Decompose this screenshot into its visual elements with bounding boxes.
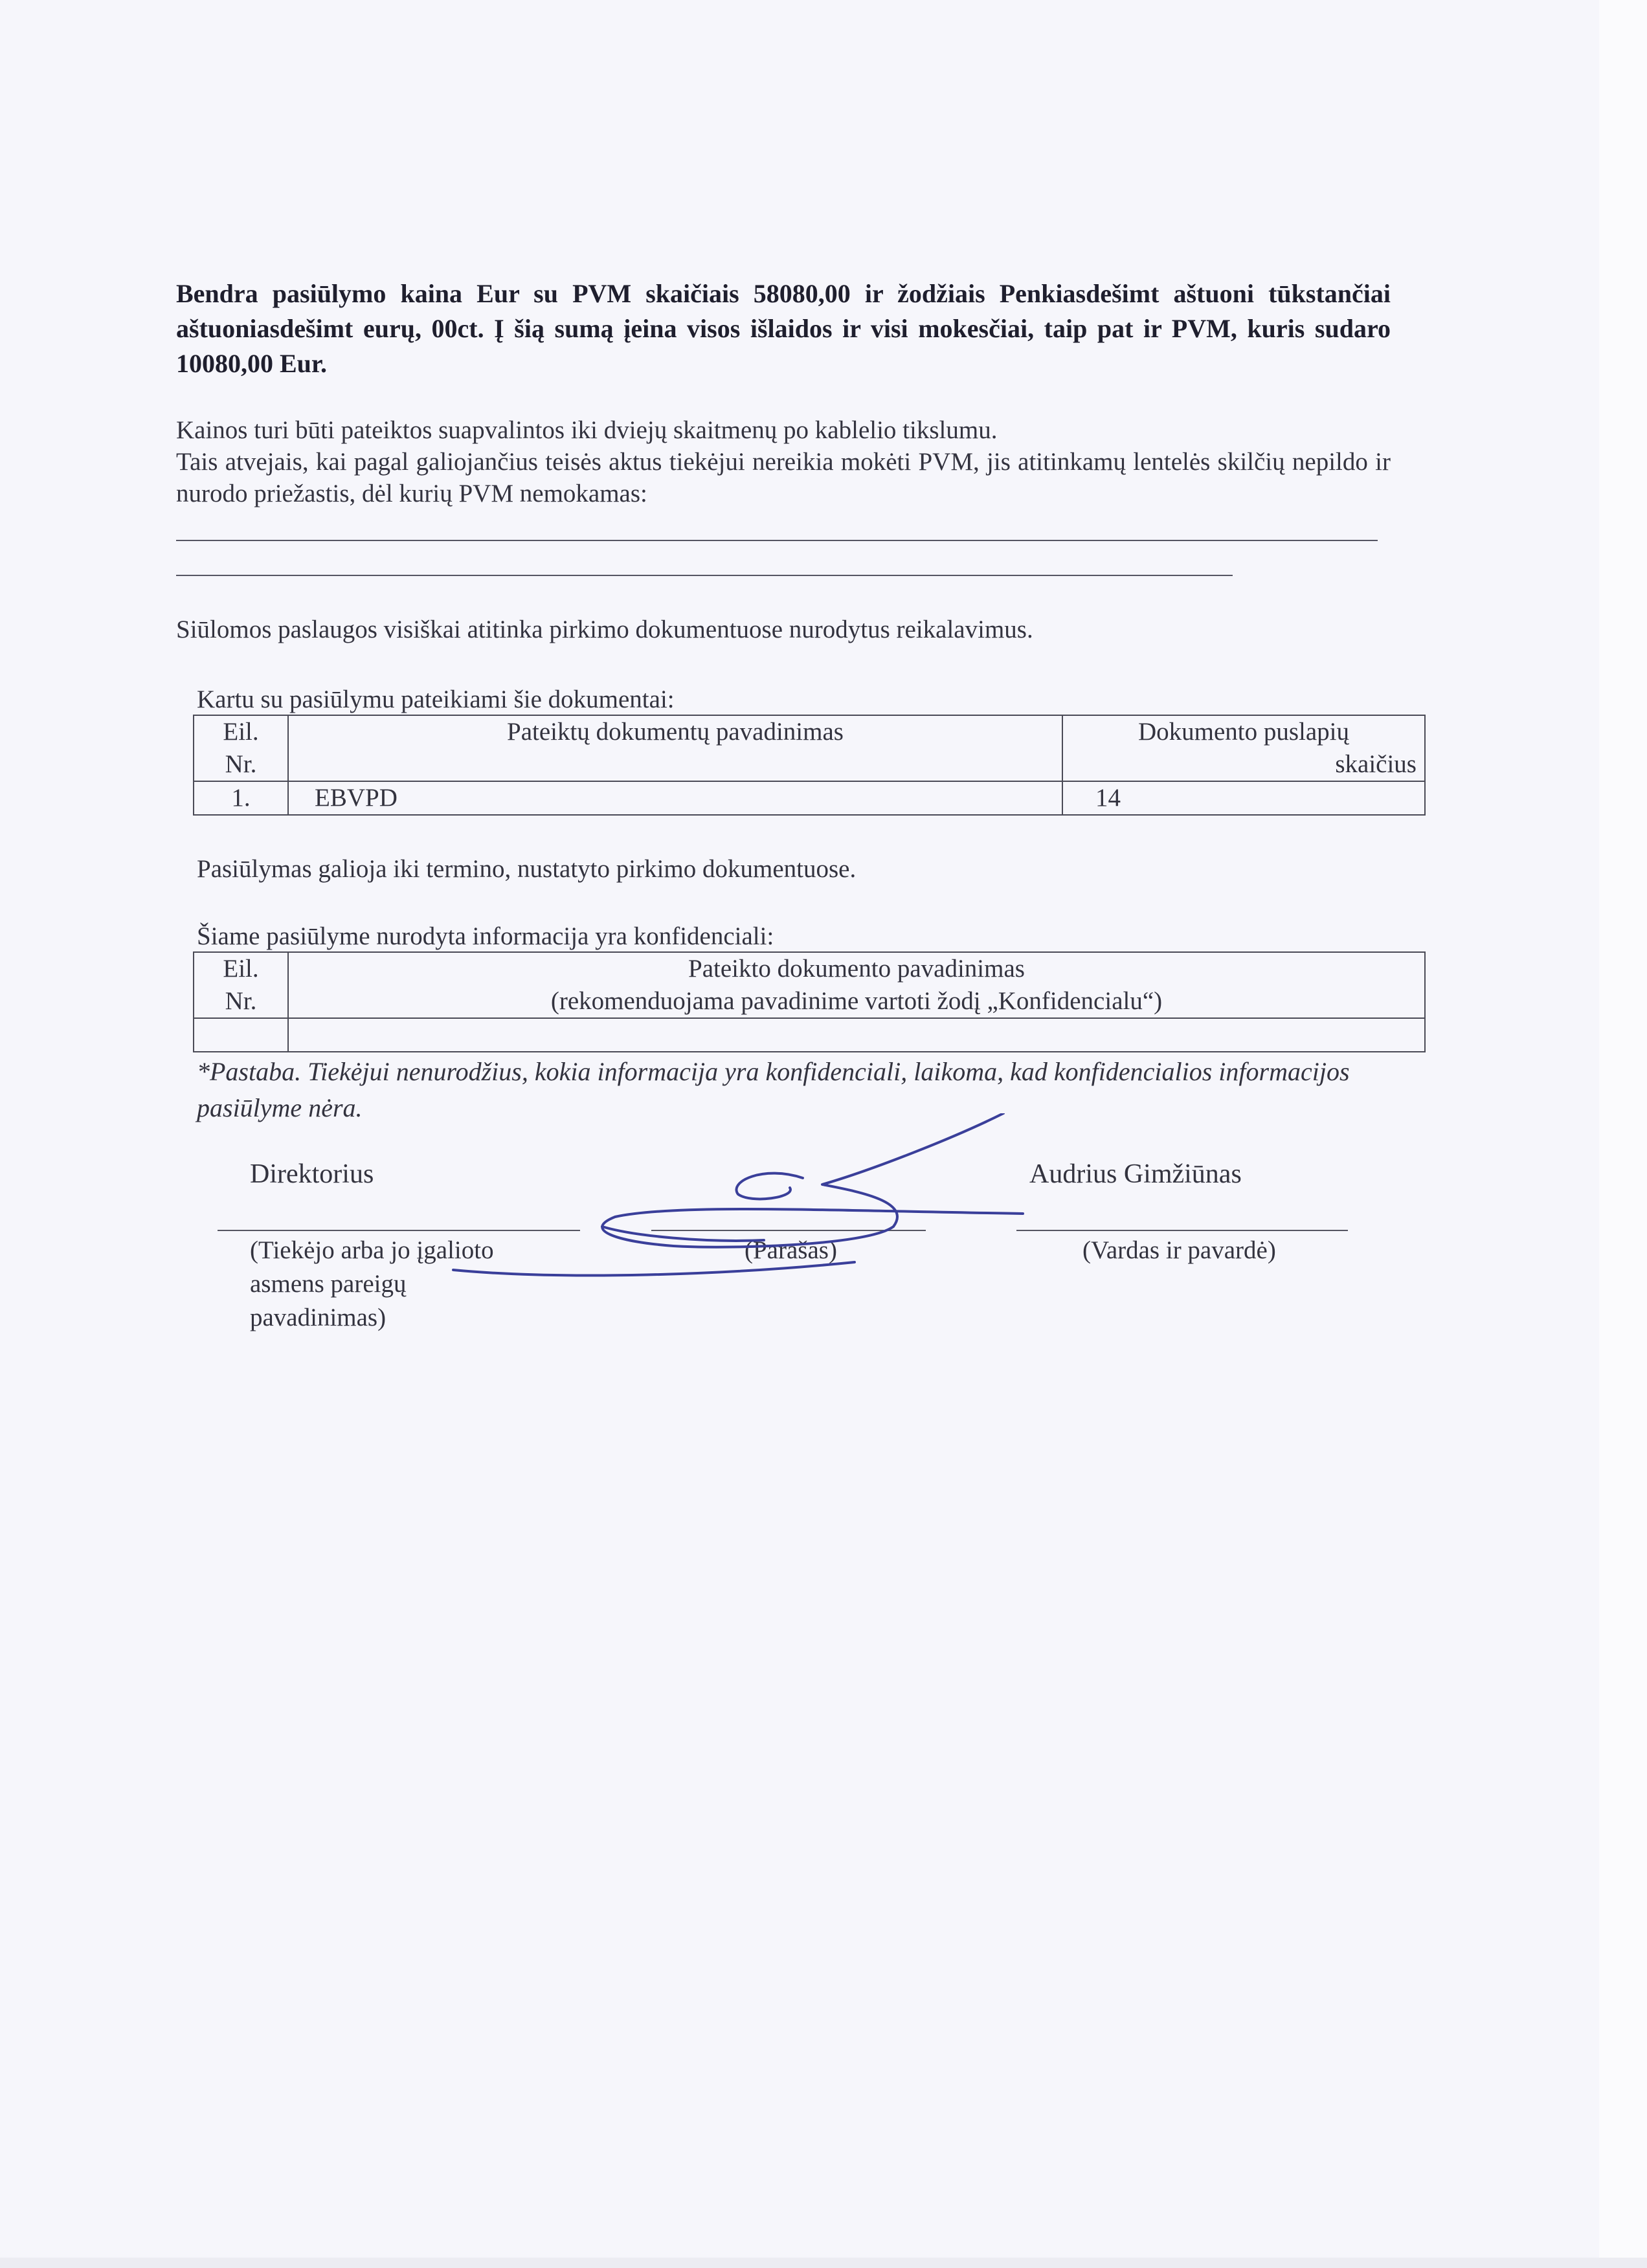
signer-position: Direktorius (250, 1159, 374, 1189)
conf-header-name-line2: (rekomenduojama pavadinime vartoti žodį „Konfidencialu“) (550, 987, 1163, 1015)
name-caption: (Vardas ir pavardė) (1082, 1236, 1276, 1264)
row-name: EBVPD (288, 781, 1062, 815)
signature-strokes (453, 1113, 1023, 1276)
documents-table-header (194, 715, 1425, 781)
row-pages: 14 (1062, 781, 1425, 815)
signature-stroke-tail (453, 1262, 855, 1276)
vat-reason-line-2 (176, 575, 1233, 576)
header-pages (1062, 715, 1425, 781)
footnote: *Pastaba. Tiekėjui nenurodžius, kokia informacija yra konfidenciali, laikoma, kad konfidencialios informacijos pasiūlyme nėra. (197, 1057, 1350, 1122)
validity-statement: Pasiūlymas galioja iki termino, nustatyto pirkimo dokumentuose. (197, 855, 857, 883)
conf-row-no (194, 1018, 288, 1052)
signer-name: Audrius Gimžiūnas (1029, 1159, 1242, 1189)
conf-header-name (288, 952, 1425, 1018)
signature-caption: (Parašas) (745, 1236, 837, 1264)
vat-reason-line-1 (176, 540, 1378, 541)
conf-header-name-line1: Pateikto dokumento pavadinimas (688, 955, 1025, 983)
conf-header-no-line2: Nr. (225, 987, 257, 1015)
compliance-statement: Siūlomos paslaugos visiškai atitinka pirkimo dokumentuose nurodytus reikalavimus. (176, 616, 1033, 643)
header-no-line2: Nr. (225, 750, 257, 778)
table-row (194, 781, 1425, 815)
header-no-line1: Eil. (223, 718, 259, 746)
position-caption-line1: (Tiekėjo arba jo įgalioto (250, 1236, 494, 1264)
conf-row-name (288, 1018, 1425, 1052)
signature-stroke-main (602, 1113, 1023, 1247)
scan-page-edge (1599, 0, 1647, 2268)
name-signature-line (1016, 1230, 1348, 1231)
handwritten-signature (401, 1113, 1049, 1295)
vat-note: Tais atvejais, kai pagal galiojančius teisės aktus tiekėjui nereikia mokėti PVM, jis atitinkamų lentelės skilčių nepildo ir nurodo priežastis, dėl kurių PVM nemokamas: (176, 448, 1391, 507)
confidential-table (193, 951, 1426, 1052)
documents-table (193, 715, 1426, 816)
header-pages-line1: Dokumento puslapių (1137, 718, 1350, 746)
conf-header-no-line1: Eil. (223, 955, 259, 983)
price-paragraph: Bendra pasiūlymo kaina Eur su PVM skaičiais 58080,00 ir žodžiais Penkiasdešimt aštuoni tūkstančiai aštuoniasdešimt eurų, 00ct. Į šią sumą įeina visos išlaidos ir visi mokesčiai, taip pat ir PVM, kuris sudaro 10080,00 Eur. (176, 279, 1391, 378)
position-caption-line2: asmens pareigų (250, 1270, 407, 1298)
table-row (194, 1018, 1425, 1052)
confidential-table-header (194, 952, 1425, 1018)
signature-stroke-loop (737, 1173, 803, 1199)
documents-table-caption: Kartu su pasiūlymu pateikiami šie dokumentai: (197, 685, 675, 713)
scan-bottom-edge (0, 2258, 1647, 2268)
row-no: 1. (194, 781, 288, 815)
header-name: Pateiktų dokumentų pavadinimas (288, 715, 1062, 781)
rounding-note: Kainos turi būti pateiktos suapvalintos iki dviejų skaitmenų po kablelio tikslumu. (176, 416, 998, 444)
confidential-table-caption: Šiame pasiūlyme nurodyta informacija yra konfidenciali: (197, 922, 774, 950)
conf-header-no (194, 952, 288, 1018)
header-pages-line2: skaičius (1335, 750, 1417, 778)
header-no (194, 715, 288, 781)
position-caption-line3: pavadinimas) (250, 1304, 387, 1331)
